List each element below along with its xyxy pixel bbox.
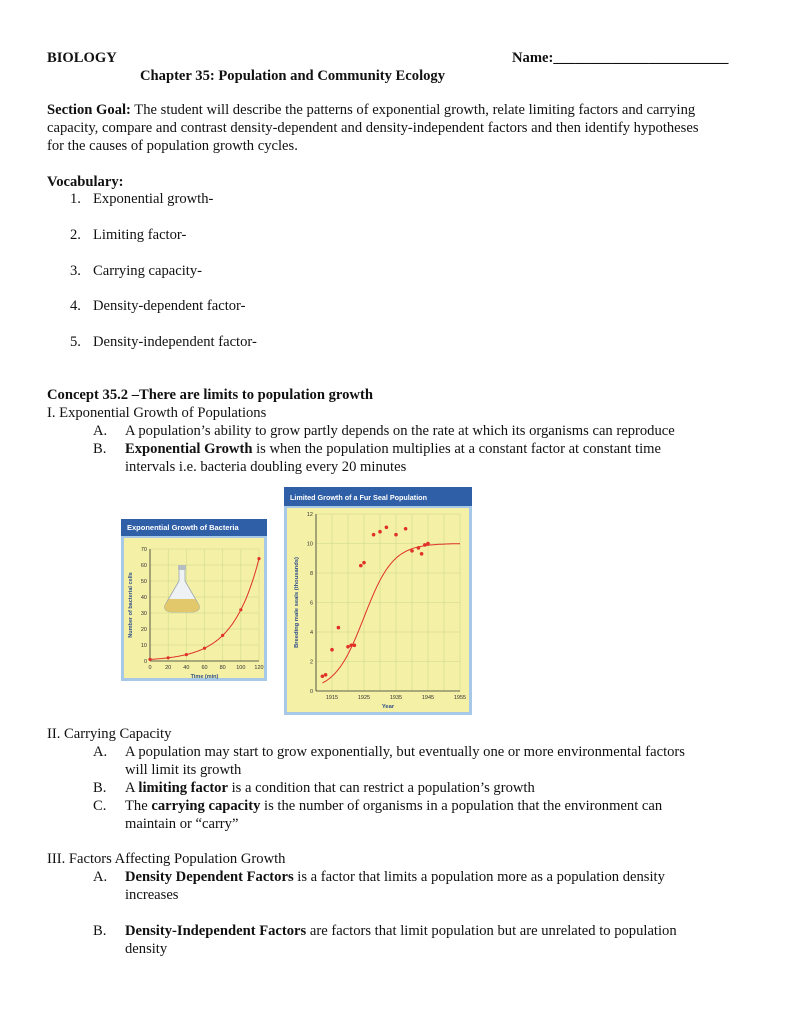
y-tick-label: 6 (309, 600, 313, 607)
data-point (321, 674, 325, 678)
y-axis-label: Number of bacterial cells (128, 572, 134, 638)
y-tick-label: 20 (140, 627, 147, 633)
x-tick-label: 40 (183, 665, 190, 671)
item-letter: A. (93, 744, 108, 760)
x-tick-label: 100 (236, 665, 246, 671)
y-tick-label: 8 (309, 571, 313, 577)
data-point (372, 533, 376, 537)
section-2-c-text-cont: maintain or “carry” (125, 816, 239, 832)
flask-stopper (178, 565, 186, 570)
x-tick-label: 80 (219, 665, 226, 671)
data-point (185, 653, 188, 656)
item-letter: C. (93, 798, 107, 814)
concept-heading: Concept 35.2 –There are limits to population growth (47, 387, 373, 403)
section-goal-line2: capacity, compare and contrast density-dependent and density-independent factors and then identify hypotheses (47, 120, 699, 136)
item-letter: B. (93, 923, 107, 939)
section-3-b-text-cont: density (125, 941, 168, 957)
y-tick-label: 30 (140, 611, 147, 617)
y-tick-label: 0 (143, 659, 147, 665)
data-point (410, 549, 414, 553)
x-tick-label: 1925 (357, 695, 371, 701)
data-point (353, 643, 357, 647)
x-axis-label: Time (min) (190, 674, 219, 680)
y-tick-label: 50 (140, 579, 147, 585)
data-point (346, 645, 350, 649)
x-tick-label: 1955 (453, 695, 467, 701)
data-point (257, 557, 260, 560)
section-2-title: II. Carrying Capacity (47, 726, 172, 742)
x-tick-label: 60 (201, 665, 208, 671)
vocab-term: Density-independent factor- (93, 334, 257, 350)
data-point (167, 656, 170, 659)
section-1-b-text-cont: intervals i.e. bacteria doubling every 20 minutes (125, 459, 407, 475)
data-point (239, 608, 242, 611)
section-2-b-text: A limiting factor is a condition that can restrict a population’s growth (125, 780, 535, 796)
vocab-term: Carrying capacity- (93, 263, 202, 279)
item-letter: B. (93, 441, 107, 457)
data-point (203, 647, 206, 650)
item-letter: A. (93, 423, 108, 439)
y-tick-label: 10 (140, 643, 147, 649)
x-tick-label: 120 (254, 665, 264, 671)
chart-background (287, 508, 469, 712)
y-tick-label: 10 (306, 541, 313, 548)
data-point (337, 626, 341, 630)
data-point (148, 658, 151, 661)
chapter-title: Chapter 35: Population and Community Ecology (140, 68, 446, 84)
data-point (404, 527, 408, 531)
section-goal-line1: Section Goal: The student will describe the patterns of exponential growth, relate limiting factors and carrying (47, 102, 696, 118)
vocab-item: 1. (70, 191, 81, 207)
section-3-title: III. Factors Affecting Population Growth (47, 851, 286, 867)
x-tick-label: 20 (165, 665, 172, 671)
data-point (349, 643, 353, 647)
x-tick-label: 0 (148, 665, 152, 671)
bacteria-growth-chart (121, 519, 267, 681)
section-2-a-text-cont: will limit its growth (125, 762, 242, 778)
vocab-item: 5. (70, 334, 81, 350)
data-point (324, 673, 328, 677)
section-2-c-text: The carrying capacity is the number of organisms in a population that the environment can (125, 798, 663, 814)
section-3-a-text: Density Dependent Factors is a factor that limits a population more as a population density (125, 869, 665, 885)
vocab-item: 3. (70, 263, 81, 279)
x-axis-label: Year (381, 704, 395, 710)
fur-seal-chart (284, 487, 472, 715)
data-point (423, 543, 427, 547)
vocab-term: Limiting factor- (93, 227, 187, 243)
data-point (394, 533, 398, 537)
section-1-title: I. Exponential Growth of Populations (47, 405, 267, 421)
y-axis-label: Breeding male seals (thousands) (294, 557, 300, 648)
section-2-a-text: A population may start to grow exponentially, but eventually one or more environmental factors (125, 744, 685, 760)
vocabulary-heading: Vocabulary: (47, 174, 124, 190)
vocab-term: Exponential growth- (93, 191, 214, 207)
data-point (385, 525, 389, 529)
x-tick-label: 1935 (389, 695, 403, 701)
data-point (378, 530, 382, 534)
y-tick-label: 2 (309, 659, 313, 666)
chart-title: Limited Growth of a Fur Seal Population (290, 493, 427, 502)
chart-title: Exponential Growth of Bacteria (127, 523, 239, 532)
data-point (330, 648, 334, 652)
data-point (362, 561, 366, 565)
x-tick-label: 1915 (325, 695, 339, 701)
name-field-label[interactable]: Name:________________________ (512, 50, 729, 66)
data-point (221, 634, 224, 637)
data-point (426, 542, 430, 546)
vocab-term: Density-dependent factor- (93, 298, 246, 314)
y-tick-label: 12 (306, 512, 313, 518)
course-title: BIOLOGY (47, 50, 117, 66)
y-tick-label: 40 (140, 595, 147, 601)
vocab-item: 2. (70, 227, 81, 243)
section-goal-line3: for the causes of population growth cycles. (47, 138, 298, 154)
data-point (417, 546, 421, 550)
x-tick-label: 1945 (421, 695, 435, 701)
item-letter: A. (93, 869, 108, 885)
y-tick-label: 70 (140, 547, 147, 553)
data-point (420, 552, 424, 556)
section-1-b-text: Exponential Growth is when the population multiplies at a constant factor at constant time (125, 441, 661, 457)
data-point (359, 564, 363, 568)
section-goal-label: Section Goal: (47, 102, 131, 118)
section-3-a-text-cont: increases (125, 887, 179, 903)
item-letter: B. (93, 780, 107, 796)
flask-liquid (165, 599, 200, 612)
y-tick-label: 4 (309, 630, 313, 636)
y-tick-label: 60 (140, 563, 147, 569)
vocab-item: 4. (70, 298, 81, 314)
section-1-a-text: A population’s ability to grow partly depends on the rate at which its organisms can reproduce (125, 423, 675, 439)
section-3-b-text: Density-Independent Factors are factors that limit population but are unrelated to population (125, 923, 677, 939)
y-tick-label: 0 (309, 689, 313, 695)
